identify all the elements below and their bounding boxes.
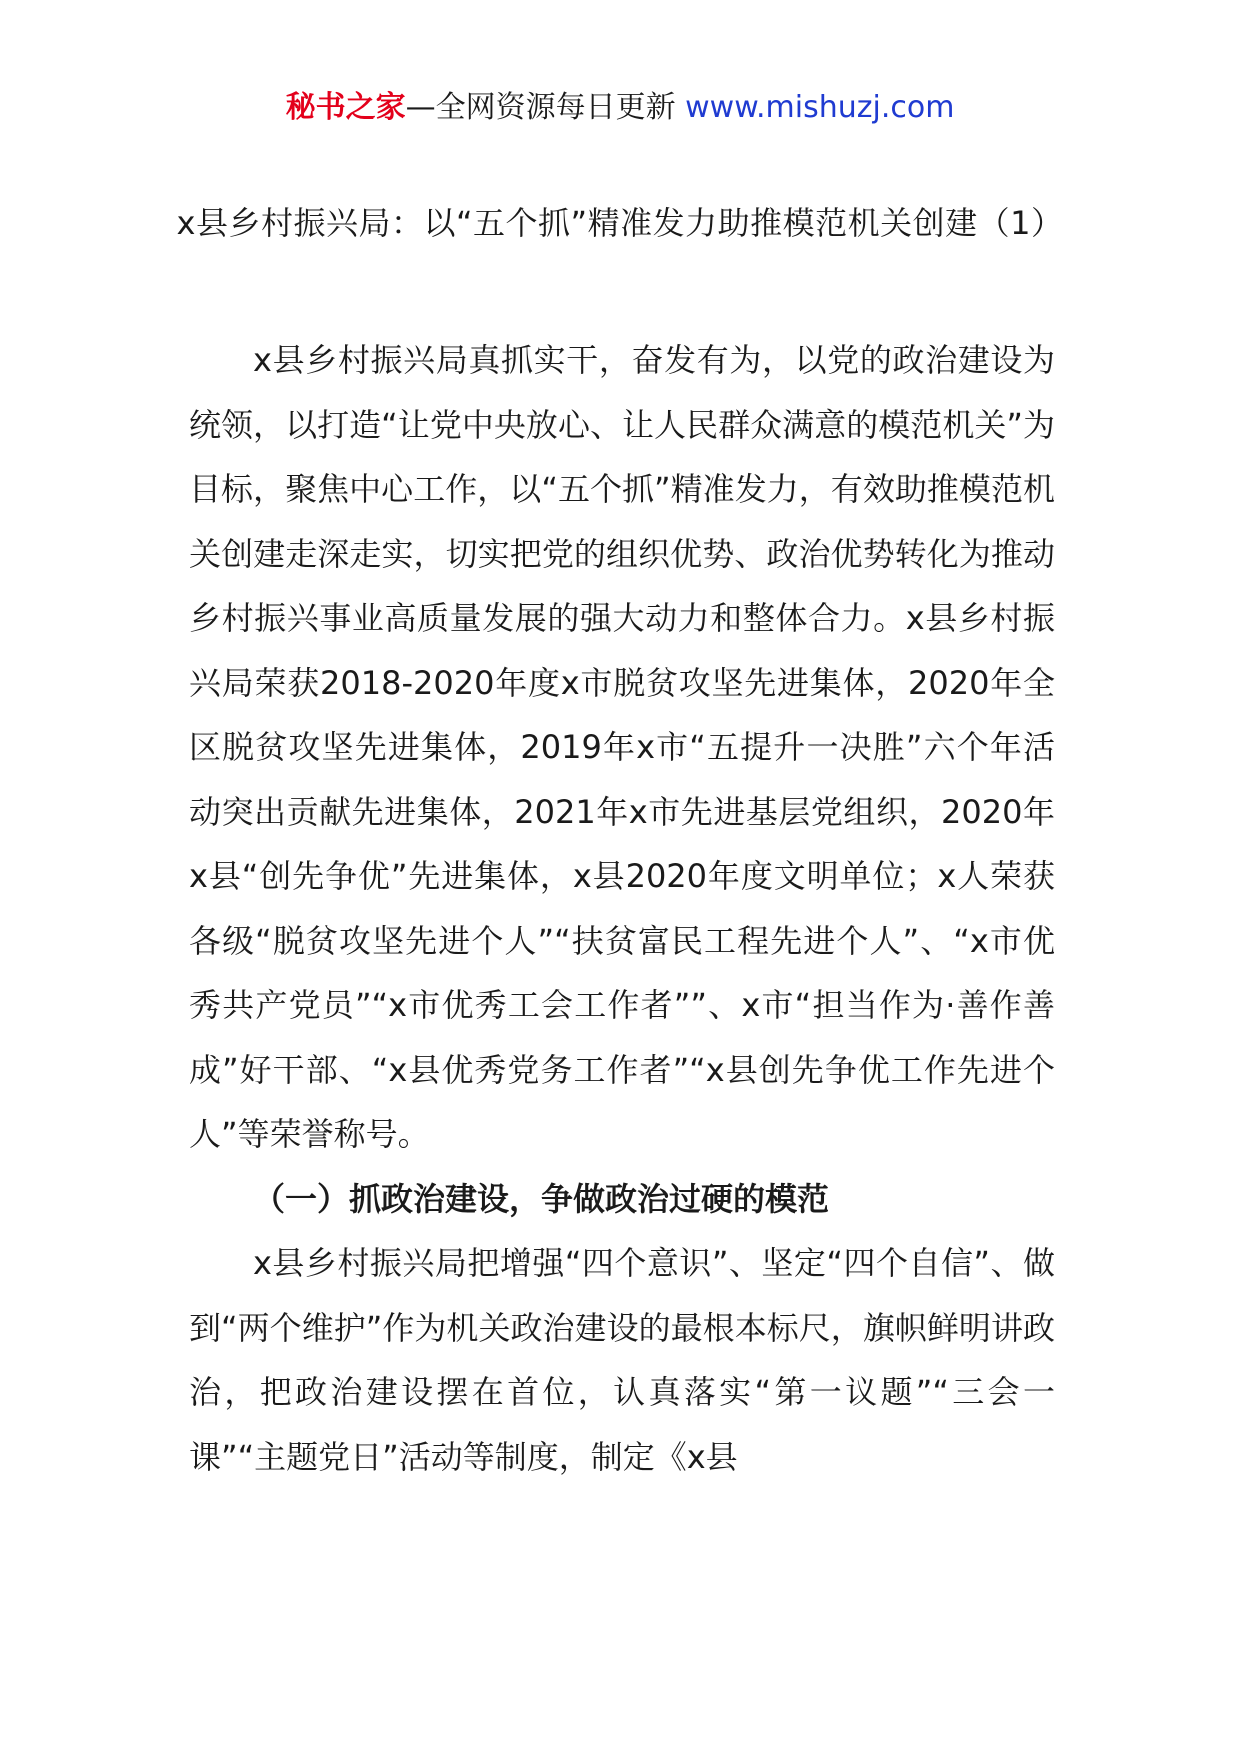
header-tagline: —全网资源每日更新 bbox=[405, 90, 676, 125]
site-url-link[interactable]: www.mishuzj.com bbox=[685, 90, 955, 125]
site-header bbox=[0, 86, 1240, 130]
document-body bbox=[189, 328, 1055, 1489]
document-title: x县乡村振兴局：以“五个抓”精准发力助推模范机关创建（1） bbox=[176, 204, 1064, 242]
section-heading: （一）抓政治建设，争做政治过硬的模范 bbox=[253, 1179, 830, 1218]
brand-name: 秘书之家 bbox=[285, 90, 406, 125]
paragraph-political-building: x县乡村振兴局把增强“四个意识”、坚定“四个自信”、做到“两个维护”作为机关政治建设的最根本标尺，旗帜鲜明讲政治，把政治建设摆在首位，认真落实“第一议题”“三会一课”“主题党日”活动等制度，制定《x县 bbox=[189, 1244, 1055, 1476]
paragraph-intro: x县乡村振兴局真抓实干，奋发有为，以党的政治建设为统领，以打造“让党中央放心、让人民群众满意的模范机关”为目标，聚焦中心工作，以“五个抓”精准发力，有效助推模范机关创建走深走实，切实把党的组织优势、政治优势转化为推动乡村振兴事业高质量发展的强大动力和整体合力。x县乡村振兴局荣获2018-2020年度x市脱贫攻坚先进集体，2020年全区脱贫攻坚先进集体，2019年x市“五提升一决胜”六个年活动突出贡献先进集体，2021年x市先进基层党组织，2020年x县“创先争优”先进集体，x县2020年度文明单位；x人荣获各级“脱贫攻坚先进个人”“扶贫富民工程先进个人”、“x市优秀共产党员”“x市优秀工会工作者””、x市“担当作为·善作善成”好干部、“x县优秀党务工作者”“x县创先争优工作先进个人”等荣誉称号。 bbox=[189, 341, 1055, 1153]
